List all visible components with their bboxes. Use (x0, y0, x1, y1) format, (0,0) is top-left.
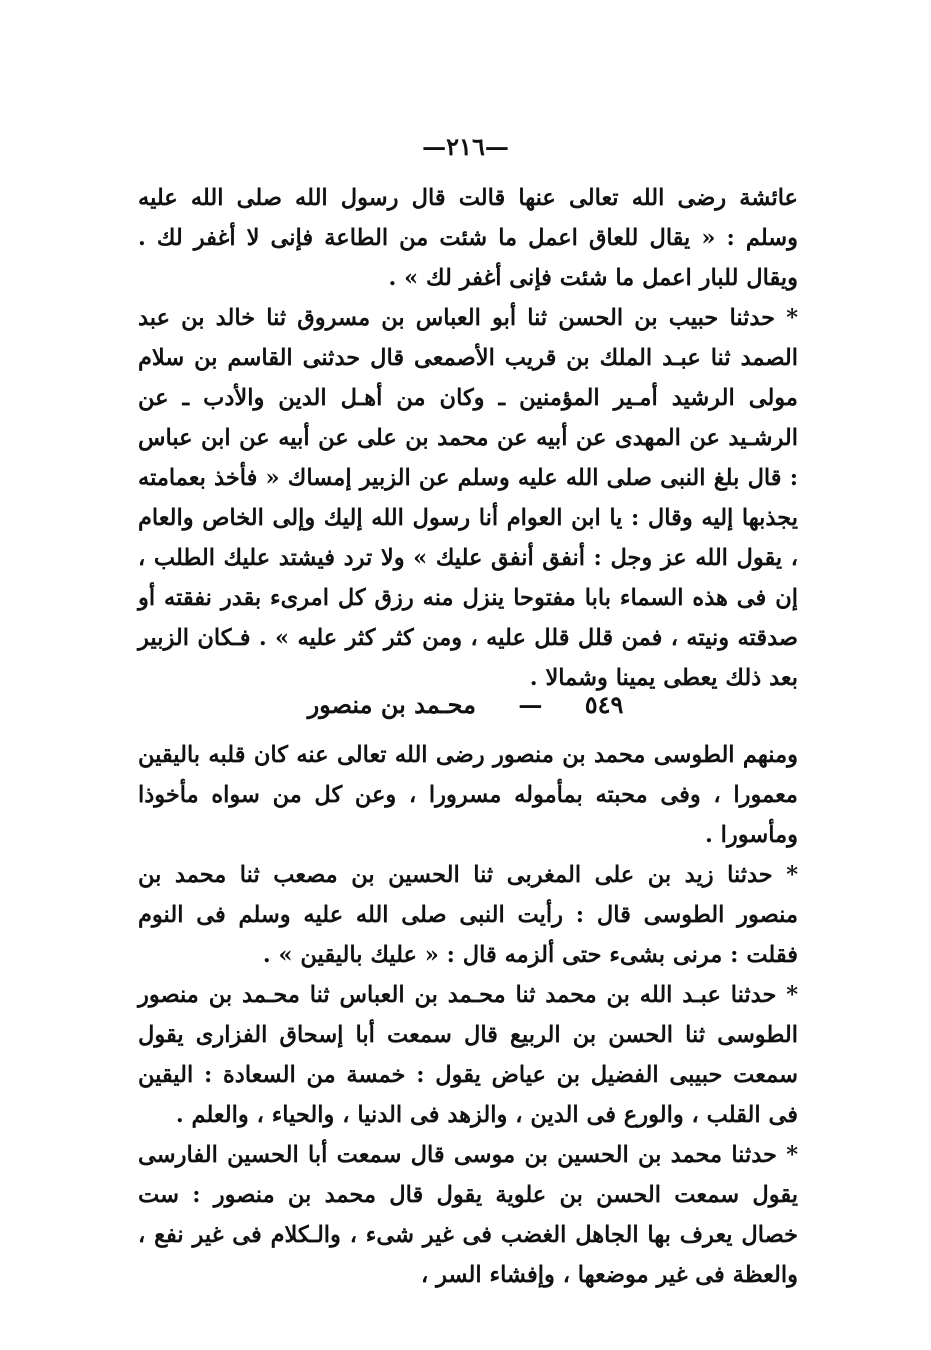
paragraph: * حدثنا زيد بن على المغربى ثنا الحسين بن مصعب ثنا محمد بن منصور الطوسى قال : رأيت النبى صلى الله عليه وسلم فى النوم فقلت : مرنى بشىء حتى ألزمه قال : « عليك باليقين » . (138, 862, 798, 968)
heading-name: محـمد بن منصور (307, 690, 477, 719)
paragraph: * حدثنا عبـد الله بن محمد ثنا محـمد بن العباس ثنا محـمد بن منصور الطوسى ثنا الحسن بن الربيع قال سمعت أبا إسحاق الفزارى يقول سمعت حبيبى الفضيل بن عياض يقول : خمسة من السعادة : اليقين فى القلب ، والورع فى الدين ، والزهد فى الدنيا ، والحياء ، والعلم . (138, 982, 798, 1128)
heading-number: ٥٤٩ (584, 690, 624, 719)
text-section-2 (138, 735, 798, 1295)
paragraph: * حدثنا محمد بن الحسين بن موسى قال سمعت أبا الحسين الفارسى يقول سمعت الحسن بن علوية يقول قال محمد بن منصور : ست خصال يعرف بها الجاهل الغضب فى غير شىء ، والـكلام فى غير نفع ، والعظة فى غير موضعها ، وإفشاء السر ، (138, 1142, 798, 1288)
paragraph: * حدثنا حبيب بن الحسن ثنا أبو العباس بن مسروق ثنا خالد بن عبد الصمد ثنا عبـد الملك بن قريب الأصمعى قال حدثنى القاسم بن سلام مولى الرشيد أمـير المؤمنين ـ وكان من أهـل الدين والأدب ـ عن الرشـيد عن المهدى عن أبيه عن محمد بن على عن أبيه عن ابن عباس : قال بلغ النبى صلى الله عليه وسلم عن الزبير إمساك « فأخذ بعمامته يجذبها إليه وقال : يا ابن العوام أنا رسول الله إليك وإلى الخاص والعام ، يقول الله عز وجل : أنفق أنفق عليك » ولا ترد فيشتد عليك الطلب ، إن فى هذه السماء بابا مفتوحا ينزل منه رزق كل امرىء بقدر نفقته أو صدقته ونيته ، فمن قلل قلل عليه ، ومن كثر كثر عليه » . فـكان الزبير بعد ذلك يعطى يمينا وشمالا . (138, 305, 798, 691)
text-section-1 (138, 178, 798, 698)
section-heading (0, 690, 931, 719)
paragraph: ومنهم الطوسى محمد بن منصور رضى الله تعالى عنه كان قلبه باليقين معمورا ، وفى محبته بمأموله مسرورا ، وعن كل من سواه مأخوذا ومأسورا . (138, 742, 798, 848)
heading-dash: — (518, 690, 543, 719)
page-number: —٢١٦— (422, 132, 509, 161)
paragraph: عائشة رضى الله تعالى عنها قالت قال رسول الله صلى الله عليه وسلم : « يقال للعاق اعمل ما شئت من الطاعة فإنى لا أغفر لك . ويقال للبار اعمل ما شئت فإنى أغفر لك » . (138, 185, 798, 291)
